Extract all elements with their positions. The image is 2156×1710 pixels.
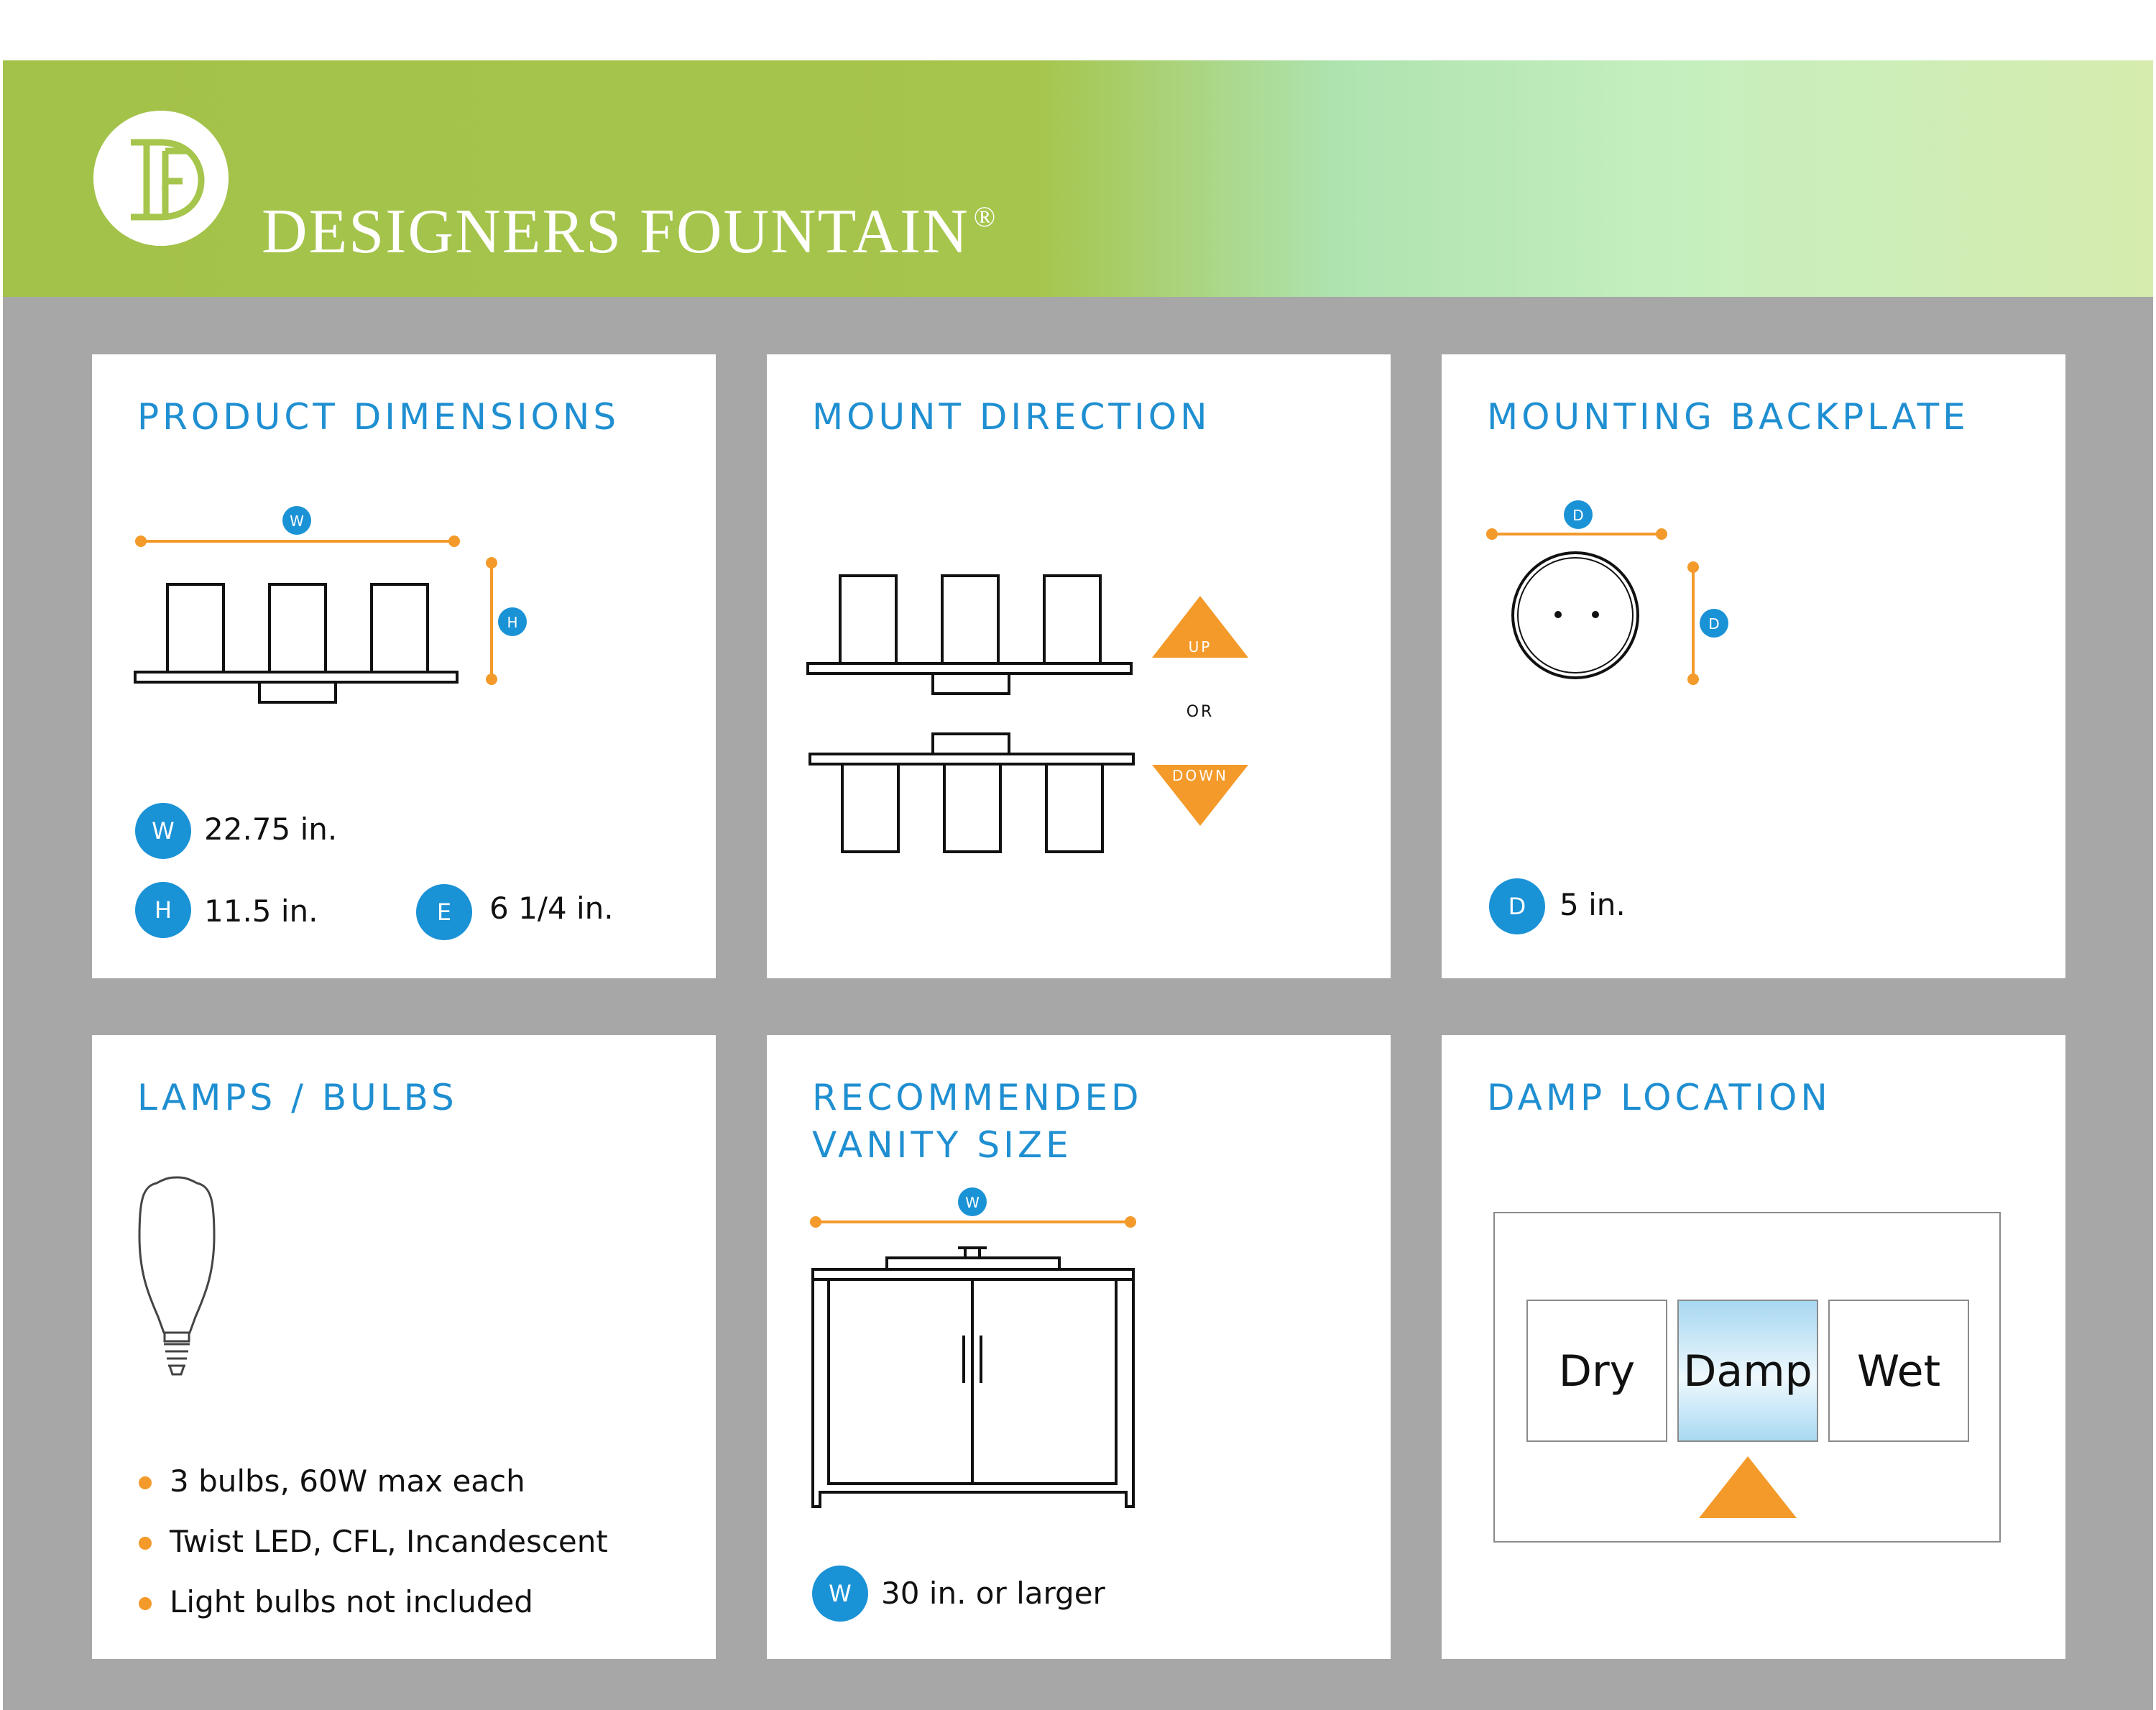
panel-title: RECOMMENDED VANITY SIZE — [812, 1077, 1143, 1166]
panel-title: LAMPS / BULBS — [137, 1077, 458, 1118]
height-badge: H — [135, 882, 191, 938]
logo — [93, 111, 229, 246]
panel-mounting-backplate — [1442, 354, 2065, 978]
panel-damp-location — [1442, 1035, 2065, 1659]
diameter-h-label: D — [1572, 507, 1584, 524]
df-monogram-icon — [93, 111, 229, 246]
or-label: OR — [1186, 703, 1215, 721]
vanity-diagram — [767, 1035, 1391, 1659]
width-badge: W — [135, 803, 191, 859]
vanity-badge: W — [812, 1566, 868, 1622]
bullet-text: Twist LED, CFL, Incandescent — [170, 1524, 608, 1559]
diameter-v-label: D — [1708, 615, 1720, 633]
brand-name-wrap — [262, 196, 997, 268]
bullet-dot — [139, 1476, 152, 1489]
location-dry: Dry — [1526, 1300, 1667, 1442]
registered-mark: ® — [973, 201, 998, 233]
bullet-text: Light bulbs not included — [170, 1584, 533, 1619]
panel-lamps-bulbs — [92, 1035, 716, 1659]
vanity-value: 30 in. or larger — [881, 1576, 1105, 1611]
width-label: W — [290, 512, 304, 530]
panel-title: PRODUCT DIMENSIONS — [137, 396, 620, 438]
extension-value: 6 1/4 in. — [489, 891, 614, 926]
diameter-badge: D — [1489, 878, 1545, 934]
height-label: H — [507, 614, 518, 631]
vanity-width-label: W — [965, 1194, 980, 1211]
backplate-icon — [1513, 553, 1638, 678]
bullet-dot — [139, 1597, 152, 1610]
panel-product-dimensions — [92, 354, 716, 978]
logo-monogram-text: DF — [161, 188, 163, 189]
width-value: 22.75 in. — [204, 812, 338, 847]
location-damp: Damp — [1677, 1300, 1818, 1442]
vanity-cabinet-icon — [813, 1248, 1133, 1507]
extension-badge: E — [416, 884, 472, 940]
bullet-text: 3 bulbs, 60W max each — [170, 1463, 525, 1499]
down-label: DOWN — [1172, 767, 1228, 784]
up-label: UP — [1188, 638, 1212, 656]
panel-vanity-size — [767, 1035, 1391, 1659]
panel-title: MOUNT DIRECTION — [812, 396, 1211, 438]
height-value: 11.5 in. — [204, 893, 318, 929]
location-wet: Wet — [1828, 1300, 1969, 1442]
mount-direction-diagram — [767, 354, 1391, 978]
bullet-dot — [139, 1537, 152, 1550]
diameter-value: 5 in. — [1560, 887, 1626, 922]
fixture-up-icon — [808, 576, 1131, 694]
fixture-dimension-diagram — [92, 354, 716, 978]
brand-header — [3, 60, 2153, 297]
panel-title: DAMP LOCATION — [1487, 1077, 1831, 1118]
brand-name: DESIGNERS FOUNTAIN — [262, 197, 969, 267]
selected-arrow-icon — [1442, 1035, 2065, 1659]
panel-title: MOUNTING BACKPLATE — [1487, 396, 1969, 438]
panel-mount-direction — [767, 354, 1391, 978]
fixture-down-icon — [810, 734, 1133, 852]
bulb-icon — [92, 1035, 716, 1659]
